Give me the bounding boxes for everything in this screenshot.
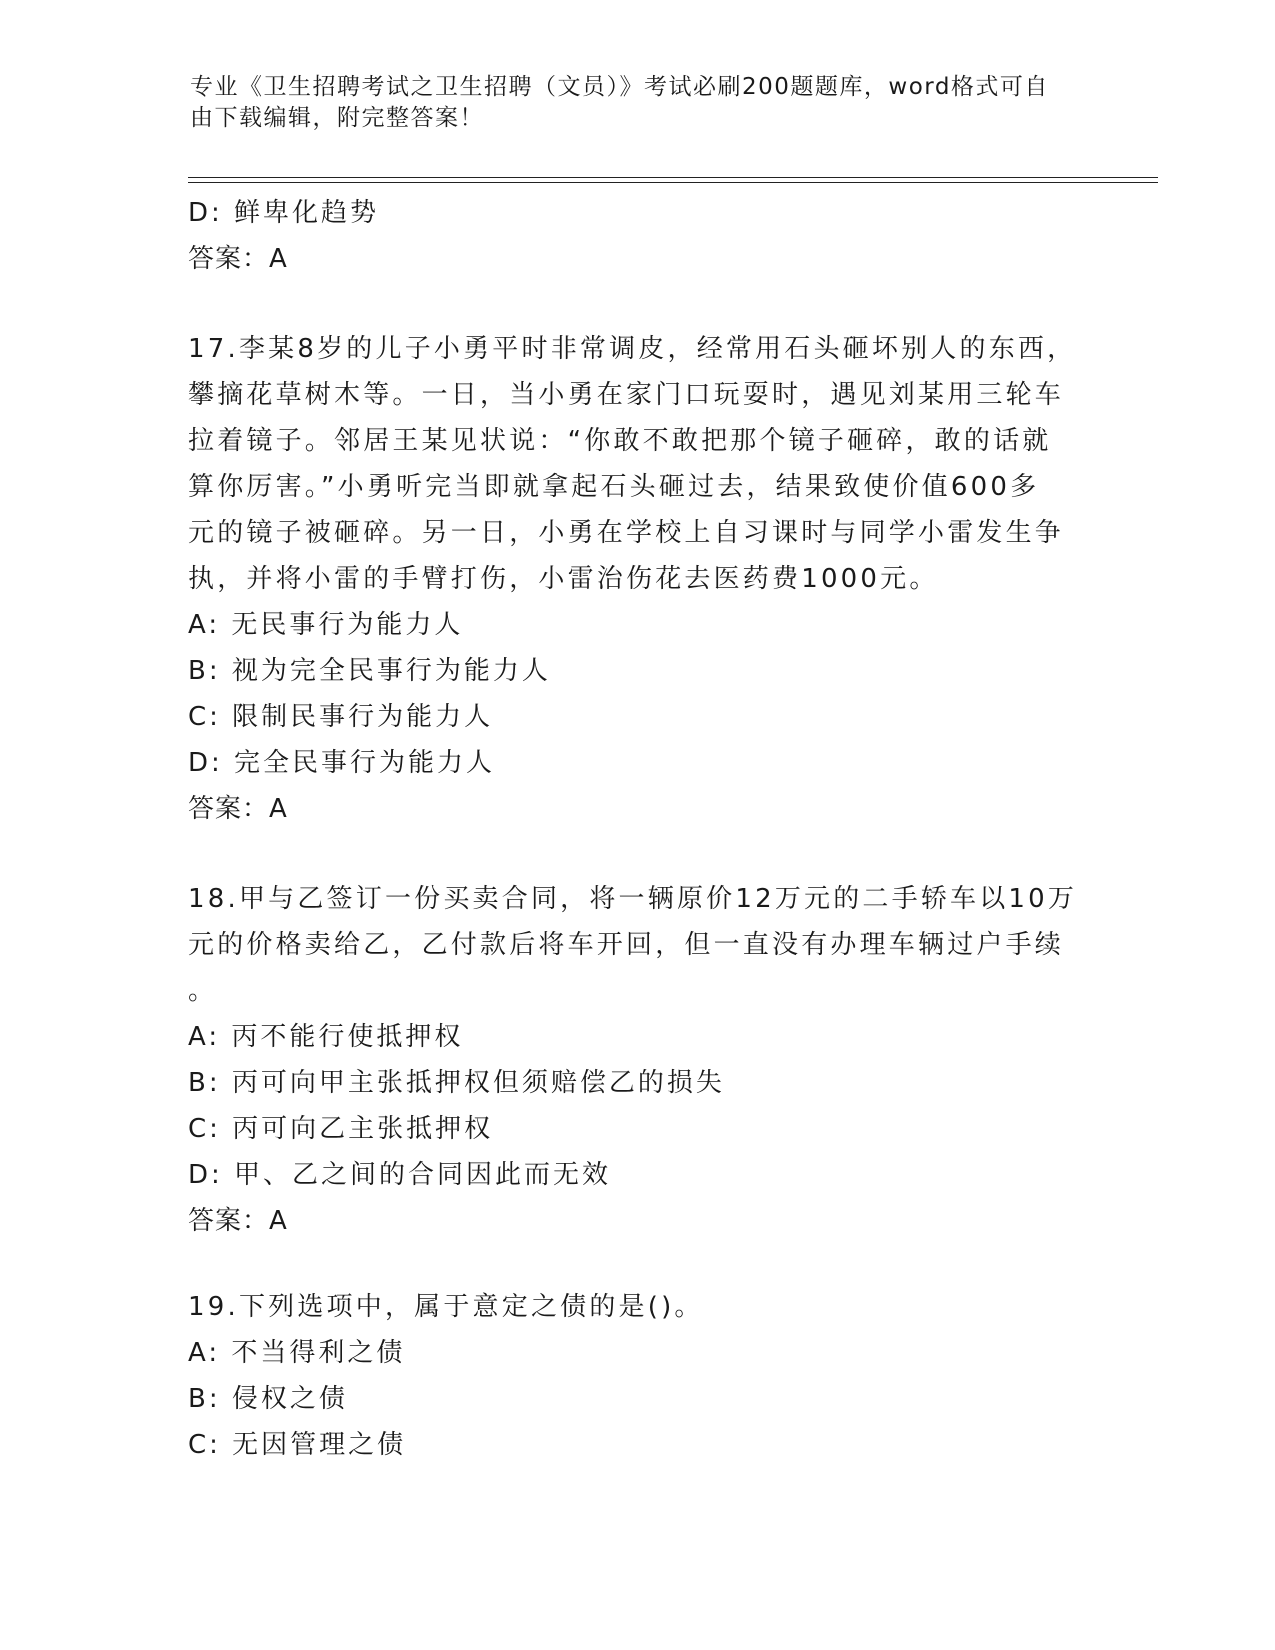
stem-line: 。 <box>188 976 218 1006</box>
answer-line: 答案：A <box>188 794 288 824</box>
header-line-1: 专业《卫生招聘考试之卫生招聘（文员）》考试必刷200题题库，word格式可自 <box>190 74 1049 100</box>
header-divider-top <box>188 177 1158 178</box>
stem-line: 元的镜子被砸碎。另一日，小勇在学校上自习课时与同学小雷发生争 <box>188 518 1065 548</box>
question-list <box>188 190 1088 1468</box>
stem-line: 17.李某8岁的儿子小勇平时非常调皮，经常用石头砸坏别人的东西， <box>188 334 1077 364</box>
header-line-2: 由下载编辑，附完整答案！ <box>190 105 484 131</box>
question-stem <box>188 326 1088 602</box>
stem-line: 元的价格卖给乙，乙付款后将车开回，但一直没有办理车辆过户手续 <box>188 930 1065 960</box>
stem-line: 拉着镜子。邻居王某见状说：“你敢不敢把那个镜子砸碎，敢的话就 <box>188 426 1052 456</box>
spacer <box>188 832 1088 876</box>
stem-line: 算你厉害。”小勇听完当即就拿起石头砸过去，结果致使价值600多 <box>188 472 1040 502</box>
document-header-note <box>190 72 1070 134</box>
option-b: B: 视为完全民事行为能力人 <box>188 656 551 686</box>
option-c: C: 无因管理之债 <box>188 1430 407 1460</box>
option-d: D: 鲜卑化趋势 <box>188 198 380 228</box>
question-19 <box>188 1284 1088 1468</box>
question-stem <box>188 1284 1088 1330</box>
option-a: A: 丙不能行使抵押权 <box>188 1022 464 1052</box>
question-17 <box>188 326 1088 832</box>
option-b: B: 侵权之债 <box>188 1384 348 1414</box>
option-c: C: 丙可向乙主张抵押权 <box>188 1114 494 1144</box>
option-c: C: 限制民事行为能力人 <box>188 702 494 732</box>
stem-line: 执，并将小雷的手臂打伤，小雷治伤花去医药费1000元。 <box>188 564 939 594</box>
question-16-tail <box>188 190 1088 282</box>
option-d: D: 甲、乙之间的合同因此而无效 <box>188 1160 612 1190</box>
stem-line: 18.甲与乙签订一份买卖合同，将一辆原价12万元的二手轿车以10万 <box>188 884 1078 914</box>
answer-line: 答案：A <box>188 1206 288 1236</box>
header-divider-bottom <box>188 182 1158 183</box>
question-stem <box>188 876 1088 1014</box>
stem-line: 19.下列选项中，属于意定之债的是()。 <box>188 1292 704 1322</box>
spacer <box>188 282 1088 326</box>
option-a: A: 无民事行为能力人 <box>188 610 464 640</box>
answer-line: 答案：A <box>188 244 288 274</box>
spacer <box>188 1244 1088 1284</box>
stem-line: 攀摘花草树木等。一日，当小勇在家门口玩耍时，遇见刘某用三轮车 <box>188 380 1065 410</box>
option-a: A: 不当得利之债 <box>188 1338 406 1368</box>
option-d: D: 完全民事行为能力人 <box>188 748 496 778</box>
option-b: B: 丙可向甲主张抵押权但须赔偿乙的损失 <box>188 1068 725 1098</box>
question-18 <box>188 876 1088 1244</box>
